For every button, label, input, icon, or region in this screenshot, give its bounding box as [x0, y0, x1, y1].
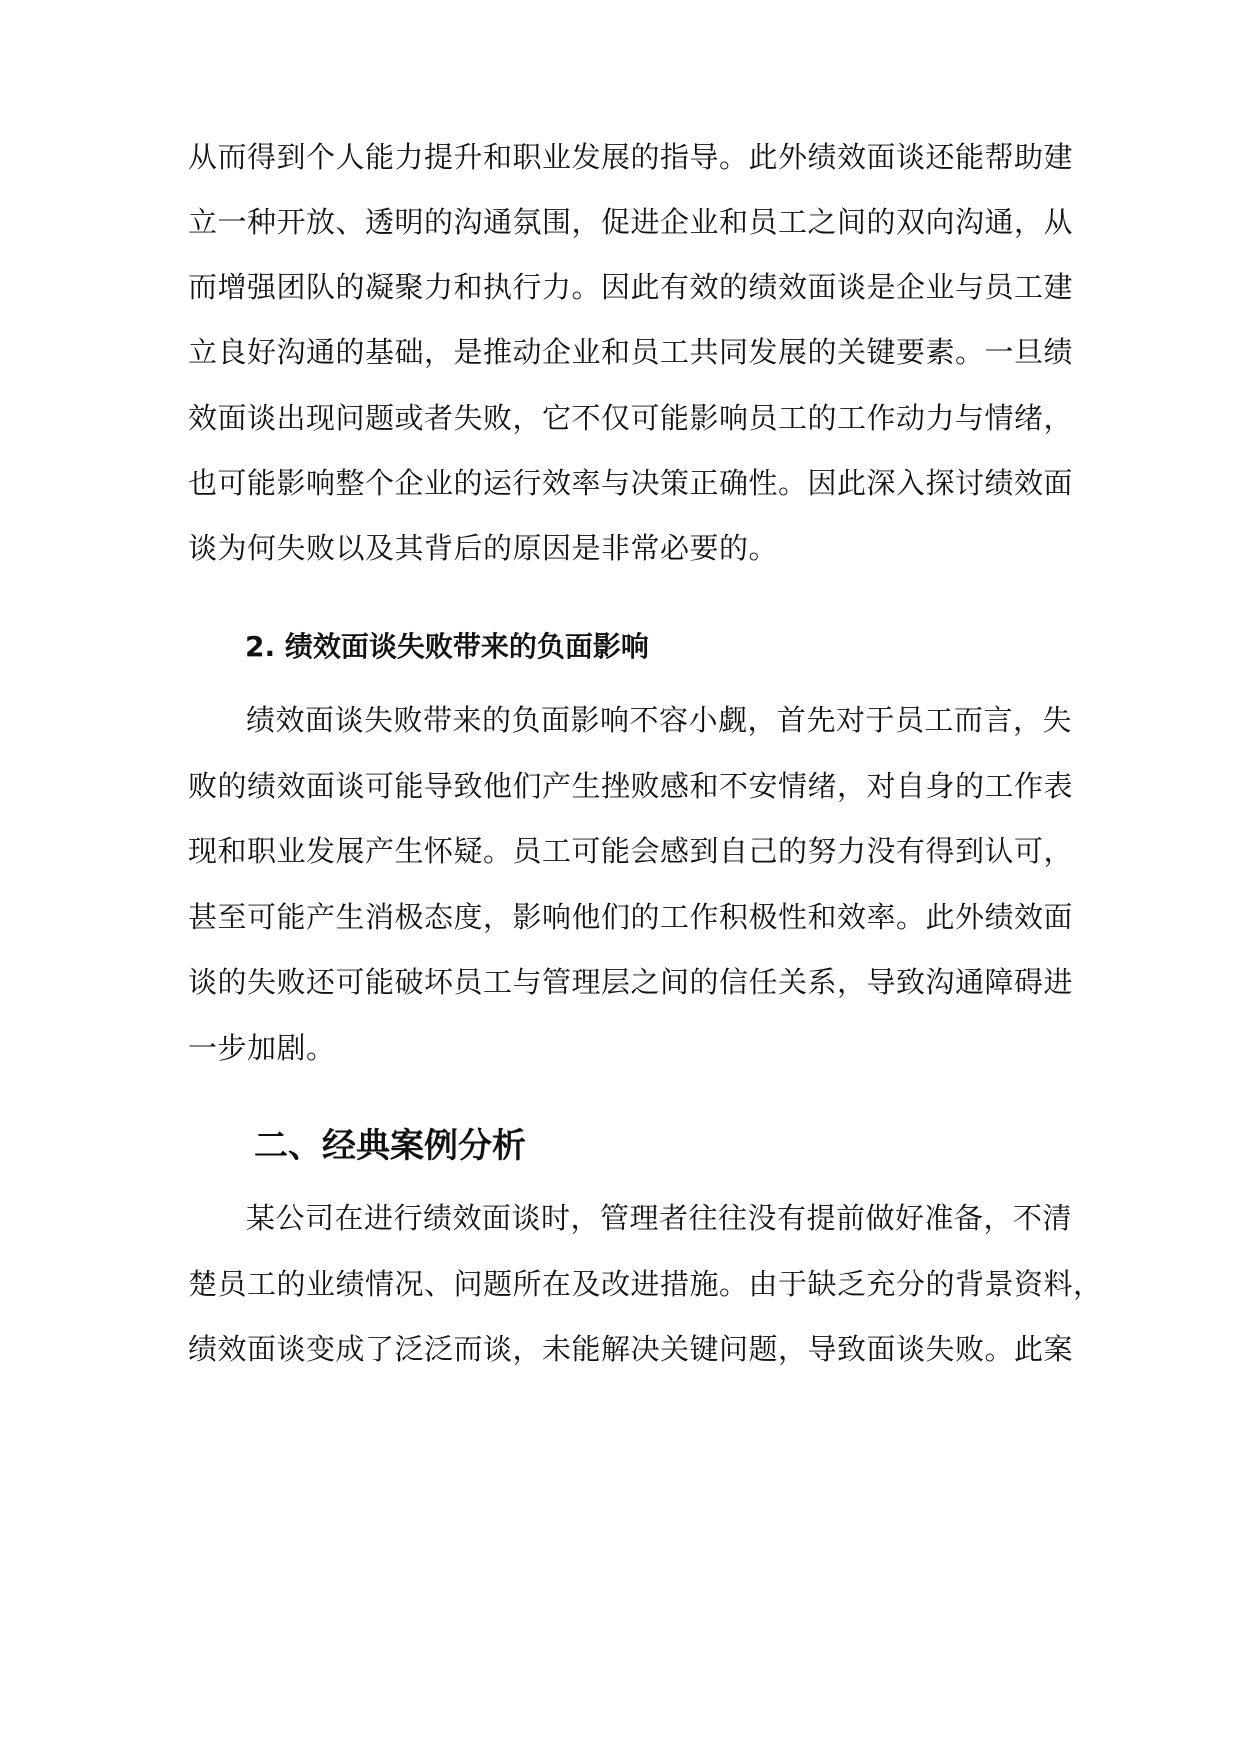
paragraph-line: 立一种开放、透明的沟通氛围，促进企业和员工之间的双向沟通，从	[188, 205, 1074, 239]
paragraph-line: 谈的失败还可能破坏员工与管理层之间的信任关系，导致沟通障碍进	[188, 965, 1074, 999]
paragraph-line: 某公司在进行绩效面谈时，管理者往往没有提前做好准备，不清	[246, 1201, 1073, 1235]
section-heading: 2. 绩效面谈失败带来的负面影响	[245, 630, 649, 663]
paragraph-line: 败的绩效面谈可能导致他们产生挫败感和不安情绪，对自身的工作表	[188, 769, 1074, 803]
chapter-heading: 二、经典案例分析	[254, 1126, 526, 1166]
paragraph-line: 绩效面谈失败带来的负面影响不容小觑，首先对于员工而言，失	[246, 703, 1073, 737]
paragraph-line: 从而得到个人能力提升和职业发展的指导。此外绩效面谈还能帮助建	[188, 140, 1074, 174]
paragraph-line: 也可能影响整个企业的运行效率与决策正确性。因此深入探讨绩效面	[188, 466, 1074, 500]
paragraph-line: 谈为何失败以及其背后的原因是非常必要的。	[188, 531, 779, 565]
paragraph-line: 现和职业发展产生怀疑。员工可能会感到自己的努力没有得到认可，	[188, 834, 1074, 868]
paragraph-line: 楚员工的业绩情况、问题所在及改进措施。由于缺乏充分的背景资料，	[188, 1267, 1103, 1301]
paragraph-line: 一步加剧。	[188, 1031, 336, 1065]
paragraph-line: 立良好沟通的基础，是推动企业和员工共同发展的关键要素。一旦绩	[188, 335, 1074, 369]
paragraph-line: 而增强团队的凝聚力和执行力。因此有效的绩效面谈是企业与员工建	[188, 270, 1074, 304]
paragraph-line: 甚至可能产生消极态度，影响他们的工作积极性和效率。此外绩效面	[188, 900, 1074, 934]
paragraph-line: 绩效面谈变成了泛泛而谈，未能解决关键问题，导致面谈失败。此案	[188, 1332, 1074, 1366]
paragraph-line: 效面谈出现问题或者失败，它不仅可能影响员工的工作动力与情绪，	[188, 401, 1074, 435]
